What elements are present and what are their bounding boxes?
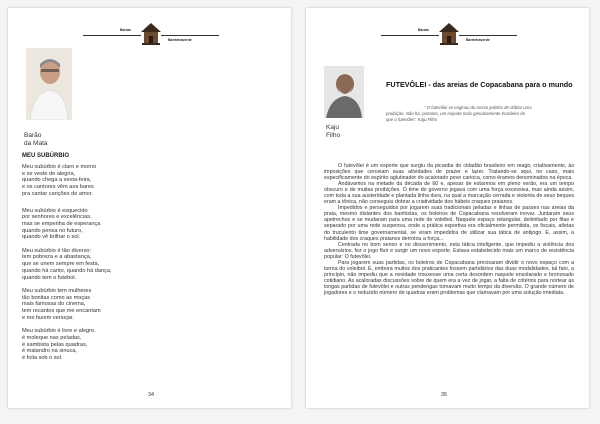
paragraph: Impedidos e perseguidos por jogarem suas tradicionais peladas e linhas de passes nas areias da praia, mesmo distantes dos banhistas, os boleiros de Copacabana resolveram inovar. Juntaram seus apetrechos e se mudaram para uma rede de voleibol. Naquele espaço retangular, delimitado por fitas e separado por uma rede suspensa, onde a prática esportiva era oficialmente permitida, os fiscais, atletas do truculento time governamental, se viram impedidos de utilizar sua tática de antijogo. E, assim, a habilidade dos craques praianos derrotou a força...: [324, 205, 574, 242]
page-header: [306, 14, 589, 48]
header-top-label: Barrac: [120, 28, 132, 32]
author-photo: [324, 66, 364, 118]
page-number: 35: [441, 392, 448, 398]
poem-stanza: Meu subúrbio é claro e morno e se veste de alegria, quando chega a sexta-feira, e os cantores vêm aos bares pra cantar canções de amor.: [22, 164, 97, 197]
hut-logo-icon: [438, 21, 460, 47]
article-title: FUTEVÔLEI - das areias de Copacabana para o mundo: [386, 80, 573, 89]
paragraph: Centrada no bom senso e no discernimento, esta tática inteligente, que impediu a violência dos adversários, fez o jogo fluir e surgir um novo esporte. Estava estabelecido mais um marco de resistência popular: O futevôlei.: [324, 241, 574, 260]
paragraph: O futevôlei é um esporte que surgiu da picardia do cidadão brasileiro em reagir, criativamente, às imposições que cerceiam suas atividades de prazer e lazer. Tratando-se aqui, no caso, mais especificamente do espírito aglutinador do acalorado povo carioca, como éramos denominados na época.: [324, 163, 574, 182]
photo-caption: Kaju Filho: [326, 124, 341, 139]
author-photo: [26, 48, 72, 120]
poem-stanza: Meu subúrbio é esquecido por senhores e excelências, mas se empenha de esperança quando pensa no futuro, quando vê brilhar o sol.: [22, 207, 101, 241]
hut-logo-icon: [140, 21, 162, 47]
poem-stanza: Meu subúrbio é livre e alegre, é moleque nas peladas, é sambista pelas quadras, é malandro na sinuca, é folia sob o sol.: [22, 328, 96, 361]
right-page: [306, 8, 589, 408]
page-header: [8, 14, 291, 48]
header-rule-left: [381, 35, 439, 36]
photo-caption: Barão da Mata: [24, 132, 48, 147]
epigraph-quote: " O futevôlei se originou do nosso jeitinho de driblar uma proibição. Não há, portanto, um esporte mais genuinamente brasileiro do que o futevôlei". Kaju Filho: [386, 105, 532, 122]
poem-stanza: Meu subúrbio é tão diverso: tem pobreza e a abastança, que se unem sempre em festa, quando há canto, quando há dança, quando tem o futebol.: [22, 247, 112, 281]
header-bottom-label: Barrinhaverde: [466, 38, 490, 42]
left-page: [8, 8, 291, 408]
paragraph: Para jogarem suas partidas, os boleiros de Copacabana precisaram dividir o novo espaço com a turma do voleibol. E, embora muitos dos praticantes fossem partidários das duas modalidades, tal fato, a princípio, não impediu que a novidade trouxesse uma certa desordem naquele ensolarado e bronzeado cotidiano. As acaloradas discussões sobre de quem era a vez de jogar, a falta de critérios para nortear as longas partidas de futevôlei e outras pendengas tornavam muito tempo da diversão. O grande número de jogadores e o reduzido número de quadras eram problemas que clamavam por uma solução imediata.: [324, 259, 574, 296]
poem: [22, 164, 112, 368]
header-rule-left: [83, 35, 141, 36]
header-bottom-label: Barrinhaverde: [168, 38, 192, 42]
poem-stanza: Meu subúrbio tem mulheres tão bonitas como as moças mais famosas do cinema, tem recantos que me encantam e me fazem versejar.: [22, 287, 101, 321]
section-title: MEU SUBÚRBIO: [22, 153, 70, 159]
paragraph: Andávamos na metade da década de 60 e, apesar de estarmos em pleno verão, era um tempo obscuro e de muitas proibições. O time do governo jogava com uma força excessiva, mas ainda assim, com toda a sua austeridade e plantada linha dura, na qual a marcação cerrada e violenta de seus beques eram a tônica, não conseguiu dobrar a criatividade dos hábeis craques praianos.: [324, 181, 574, 206]
header-rule-right: [161, 35, 219, 36]
header-top-label: Barrac: [418, 28, 430, 32]
header-rule-right: [459, 35, 517, 36]
page-number: 34: [148, 392, 155, 398]
article-body: [324, 163, 574, 296]
